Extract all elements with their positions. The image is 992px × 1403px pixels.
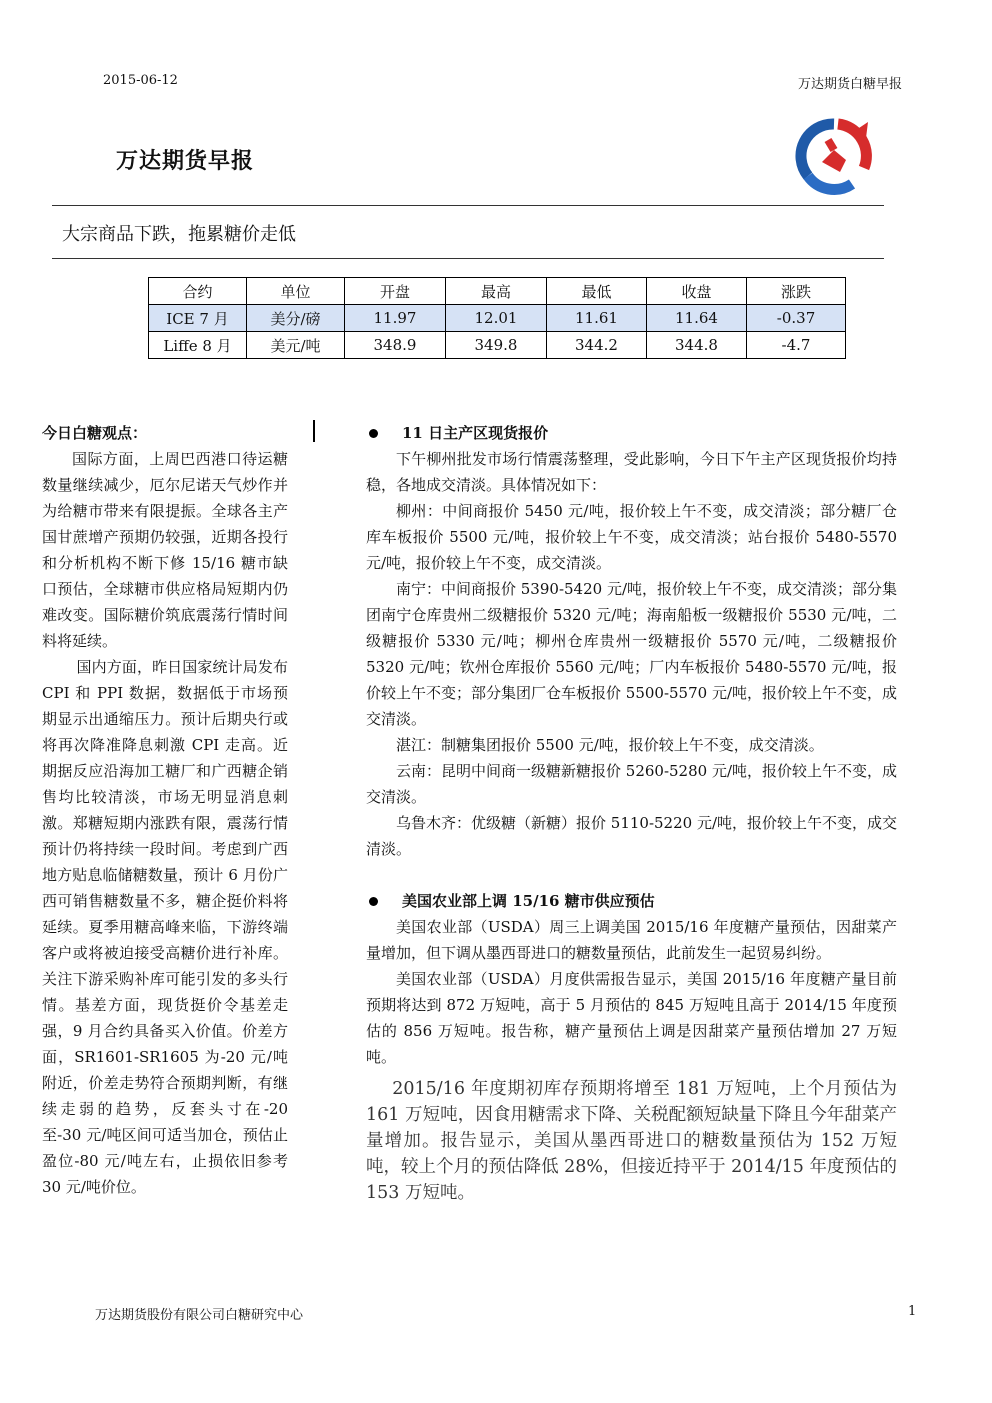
sugar-outlook-column [42,420,288,1200]
spot-urumqi: 乌鲁木齐：优级糖（新糖）报价 5110-5220 元/吨，报价较上午不变，成交清淡。 [366,814,898,858]
header-cell: 合约 [149,278,247,305]
table-cell: Liffe 8 月 [149,332,247,359]
international-paragraph: 国际方面，上周巴西港口待运糖数量继续减少，厄尔尼诺天气炒作并为给糖市带来有限提振。全球各主产国甘蔗增产预期仍较强，近期各投行和分析机构不断下修 15/16 糖市缺口预估，全球糖市供应格局短期内仍难改变。国际糖价筑底震荡行情时间料将延续。 [42,450,288,650]
section-title: 11 日主产区现货报价 [402,424,549,442]
usda-paragraph-2: 美国农业部（USDA）月度供需报告显示，美国 2015/16 年度糖产量目前预期将达到 872 万短吨，高于 5 月预估的 845 万短吨且高于 2014/15 年度预估的 856 万短吨。报告称，糖产量预估上调是因甜菜产量预估增加 27 万短吨。 [366,970,897,1066]
page-title: 万达期货早报 [116,149,255,174]
section-spot-prices-heading [366,420,897,446]
table-cell: 11.61 [547,305,647,332]
news-column [366,420,897,1206]
header-cell: 单位 [247,278,345,305]
header-cell: 涨跌 [747,278,846,305]
spot-zhanjiang: 湛江：制糖集团报价 5500 元/吨，报价较上午不变，成交清淡。 [396,736,824,754]
header-divider [52,205,884,206]
table-cell: 348.9 [345,332,446,359]
table-cell: 美分/磅 [247,305,345,332]
usda-paragraph-1: 美国农业部（USDA）周三上调美国 2015/16 年度糖产量预估，因甜菜产量增加，但下调从墨西哥进口的糖数量预估，此前发生一起贸易纠纷。 [366,918,897,962]
table-row [149,332,846,359]
table-cell: -0.37 [747,305,846,332]
outlook-heading: 今日白糖观点： [42,424,148,442]
domestic-paragraph: 国内方面，昨日国家统计局发布 CPI 和 PPI 数据，数据低于市场预期显示出通缩压力。预计后期央行或将再次降准降息刺激 CPI 走高。近期据反应沿海加工糖厂和广西糖企销售均比较清淡，市场无明显消息刺激。郑糖短期内涨跌有限，震荡行情预计仍将持续一段时间。考虑到广西地方贴息临储糖数量，预计 6 月份广西可销售糖数量不多，糖企挺价料将延续。夏季用糖高峰来临，下游终端客户或将被迫接受高糖价进行补库。关注下游采购补库可能引发的多头行情。基差方面，现货挺价令基差走强，9 月合约具备买入价值。价差方面，SR1601-SR1605 为-20 元/吨附近，价差走势符合预期判断，有继续走弱的趋势，反套头寸在-20 至-30 元/吨区间可适当加仓，预估止盈位-80 元/吨左右，止损依旧参考 30 元/吨价位。 [42,658,288,1196]
table-cell: 344.2 [547,332,647,359]
spot-yunnan: 云南：昆明中间商一级糖新糖报价 5260-5280 元/吨，报价较上午不变，成交清淡。 [366,762,898,806]
section-usda-heading [366,888,897,914]
headline: 大宗商品下跌，拖累糖价走低 [62,224,296,245]
spot-liuzhou: 柳州：中间商报价 5450 元/吨，报价较上午不变，成交清淡；部分糖厂仓库车板报价 5500 元/吨，报价较上午不变，成交清淡；站台报价 5480-5570 元/吨，报价较上午不变，成交清淡。 [366,502,897,572]
table-cell: 11.64 [647,305,747,332]
header-cell: 收盘 [647,278,747,305]
bullet-icon [369,429,378,438]
table-cell: 349.8 [446,332,547,359]
table-header-row [149,278,846,305]
table-cell: 344.8 [647,332,747,359]
usda-paragraph-3: 2015/16 年度期初库存预期将增至 181 万短吨，上个月预估为 161 万短吨，因食用糖需求下降、关税配额短缺量下降且今年甜菜产量增加。报告显示，美国从墨西哥进口的糖数量预估为 152 万短吨，较上个月的预估降低 28%，但接近持平于 2014/15 年度预估的 153 万短吨。 [366,1079,897,1203]
table-cell: 12.01 [446,305,547,332]
spot-nanning: 南宁：中间商报价 5390-5420 元/吨，报价较上午不变，成交清淡；部分集团南宁仓库贵州二级糖报价 5320 元/吨；海南船板一级糖报价 5530 元/吨，二级糖报价 5330 元/吨；柳州仓库贵州一级糖报价 5570 元/吨，二级糖报价 5320 元/吨；钦州仓库报价 5560 元/吨；厂内车板报价 5480-5570 元/吨，报价较上午不变；部分集团厂仓车板报价 5500-5570 元/吨，报价较上午不变，成交清淡。 [366,580,898,728]
spot-intro: 下午柳州批发市场行情震荡整理，受此影响，今日下午主产区现货报价均持稳，各地成交清淡。具体情况如下： [366,450,897,494]
footer-organization: 万达期货股份有限公司白糖研究中心 [95,1308,304,1323]
bullet-icon [369,897,378,906]
header-cell: 开盘 [345,278,446,305]
company-logo [794,116,874,196]
table-cell: -4.7 [747,332,846,359]
report-date: 2015-06-12 [103,73,178,88]
table-cell: 美元/吨 [247,332,345,359]
report-name: 万达期货白糖早报 [797,77,902,92]
page-number: 1 [908,1304,917,1319]
column-marker [313,420,315,442]
table-row [149,305,846,332]
headline-divider [52,258,884,259]
table-cell: ICE 7 月 [149,305,247,332]
table-cell: 11.97 [345,305,446,332]
futures-quote-table [148,277,846,359]
section-spacer [366,862,897,888]
section-title: 美国农业部上调 15/16 糖市供应预估 [402,892,655,910]
header-cell: 最低 [547,278,647,305]
header-cell: 最高 [446,278,547,305]
